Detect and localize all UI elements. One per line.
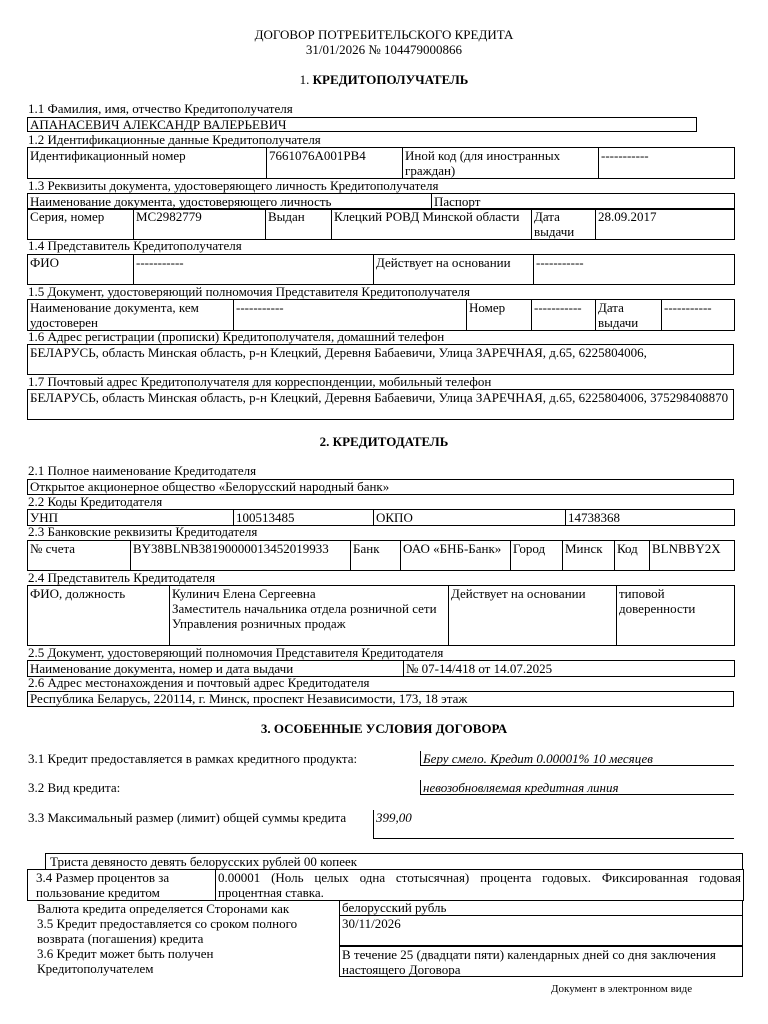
series-label: Серия, номер — [28, 209, 134, 240]
credit-limit: 399,00 — [373, 810, 734, 839]
series-value: MC2982779 — [134, 209, 266, 240]
id-number-label: Идентификационный номер — [28, 148, 267, 179]
label-3-2: 3.2 Вид кредита: — [28, 780, 121, 795]
label-1-2: 1.2 Идентификационные данные Кредитополучателя — [28, 132, 321, 147]
label-2-2: 2.2 Коды Кредитодателя — [28, 494, 163, 509]
identity-doc-name-value: Паспорт — [432, 194, 735, 210]
lender-rep-position: Заместитель начальника отдела розничной сети — [172, 601, 437, 616]
borrower-rep-auth-table — [27, 299, 735, 331]
issued-by-value: Клецкий РОВД Минской области — [332, 209, 532, 240]
borrower-fio: АПАНАСЕВИЧ АЛЕКСАНДР ВАЛЕРЬЕВИЧ — [27, 117, 697, 132]
account-value: BY38BLNB38190000013452019933 — [131, 541, 351, 571]
lender-rep-value — [170, 586, 449, 646]
auth-number-value: ----------- — [532, 300, 596, 331]
borrower-rep-basis-value: ----------- — [534, 255, 735, 285]
other-code-value: ----------- — [599, 148, 735, 179]
label-1-4: 1.4 Представитель Кредитополучателя — [28, 238, 242, 253]
credit-limit-words: Триста девяносто девять белорусских рублей 00 копеек — [45, 853, 743, 869]
currency-label: Валюта кредита определяется Сторонами как — [37, 901, 290, 916]
section-2-title: 2. КРЕДИТОДАТЕЛЬ — [319, 434, 449, 449]
section-1-number: 1. — [299, 72, 310, 87]
lender-rep-basis-label: Действует на основании — [449, 586, 617, 646]
interest-rate: 0.00001 (Ноль целых одна стотысячная) процента годовых. Фиксированная годовая процентная ставка. — [216, 870, 744, 901]
label-1-1: 1.1 Фамилия, имя, отчество Кредитополучателя — [28, 101, 293, 116]
label-2-4: 2.4 Представитель Кредитодателя — [28, 570, 216, 585]
section-1-title — [0, 72, 768, 87]
okpo-label: ОКПО — [374, 510, 566, 526]
document-title: ДОГОВОР ПОТРЕБИТЕЛЬСКОГО КРЕДИТА — [254, 27, 514, 42]
postal-address: БЕЛАРУСЬ, область Минская область, р-н Клецкий, Деревня Бабаевичи, Улица ЗАРЕЧНАЯ, д.65, 6225804006, 375298408870 — [27, 389, 734, 420]
lender-rep-basis-value: типовой доверенности — [617, 586, 735, 646]
bank-code-label: Код — [615, 541, 650, 571]
repayment-term: 30/11/2026 — [339, 916, 743, 946]
label-3-6: 3.6 Кредит может быть получен Кредитополучателем — [37, 946, 214, 976]
bank-code-value: BLNBBY2X — [650, 541, 735, 571]
auth-doc-value: ----------- — [234, 300, 467, 331]
registration-address: БЕЛАРУСЬ, область Минская область, р-н Клецкий, Деревня Бабаевичи, Улица ЗАРЕЧНАЯ, д.65, 6225804006, — [27, 344, 734, 375]
city-label: Город — [511, 541, 563, 571]
auth-date-value: ----------- — [662, 300, 735, 331]
label-2-6: 2.6 Адрес местонахождения и почтовый адрес Кредитодателя — [28, 675, 370, 690]
lender-auth-label: Наименование документа, номер и дата выдачи — [28, 661, 404, 677]
label-2-1: 2.1 Полное наименование Кредитодателя — [28, 463, 257, 478]
bank-value: ОАО «БНБ-Банк» — [401, 541, 511, 571]
lender-rep-department: Управления розничных продаж — [172, 616, 346, 631]
label-3-1: 3.1 Кредит предоставляется в рамках кредитного продукта: — [28, 751, 358, 766]
document-date-number: 31/01/2026 № 104479000866 — [305, 42, 463, 57]
unp-value: 100513485 — [234, 510, 374, 526]
identity-doc-details-table — [27, 208, 735, 240]
issued-by-label: Выдан — [266, 209, 332, 240]
auth-number-label: Номер — [467, 300, 532, 331]
id-number-value: 7661076A001PB4 — [267, 148, 403, 179]
other-code-label: Иной код (для иностранных граждан) — [403, 148, 599, 179]
issue-date-value: 28.09.2017 — [596, 209, 735, 240]
electronic-document-note: Документ в электронном виде — [551, 983, 693, 995]
lender-rep-label: ФИО, должность — [28, 586, 170, 646]
lender-full-name: Открытое акционерное общество «Белорусский народный банк» — [27, 479, 734, 495]
receipt-term: В течение 25 (двадцати пяти) календарных дней со дня заключения настоящего Договора — [339, 946, 743, 977]
borrower-rep-fio-label: ФИО — [28, 255, 134, 285]
lender-rep-name: Кулинич Елена Сергеевна — [172, 586, 316, 601]
label-1-5: 1.5 Документ, удостоверяющий полномочия Представителя Кредитополучателя — [28, 284, 470, 299]
section-1-heading: КРЕДИТОПОЛУЧАТЕЛЬ — [312, 72, 469, 87]
auth-doc-label: Наименование документа, кем удостоверен — [28, 300, 234, 331]
account-label: № счета — [28, 541, 131, 571]
borrower-rep-fio-value: ----------- — [134, 255, 374, 285]
borrower-rep-table — [27, 254, 735, 285]
label-1-7: 1.7 Почтовый адрес Кредитополучателя для корреспонденции, мобильный телефон — [28, 374, 492, 389]
okpo-value: 14738368 — [566, 510, 735, 526]
label-2-3: 2.3 Банковские реквизиты Кредитодателя — [28, 524, 258, 539]
issue-date-label: Дата выдачи — [532, 209, 596, 240]
bank-details-table — [27, 540, 735, 571]
unp-label: УНП — [28, 510, 234, 526]
credit-product: Беру смело. Кредит 0.00001% 10 месяцев — [420, 751, 734, 766]
city-value: Минск — [563, 541, 615, 571]
interest-rate-table — [27, 869, 744, 901]
label-3-5: 3.5 Кредит предоставляется со сроком полного возврата (погашения) кредита — [37, 916, 298, 946]
auth-date-label: Дата выдачи — [596, 300, 662, 331]
bank-label: Банк — [351, 541, 401, 571]
section-3-title: 3. ОСОБЕННЫЕ УСЛОВИЯ ДОГОВОРА — [260, 721, 508, 736]
borrower-id-table — [27, 147, 735, 179]
label-2-5: 2.5 Документ, удостоверяющий полномочия Представителя Кредитодателя — [28, 645, 444, 660]
currency-value: белорусский рубль — [339, 900, 743, 916]
label-1-6: 1.6 Адрес регистрации (прописки) Кредитополучателя, домашний телефон — [28, 329, 445, 344]
credit-type: невозобновляемая кредитная линия — [420, 780, 734, 795]
label-3-3: 3.3 Максимальный размер (лимит) общей суммы кредита — [28, 810, 347, 825]
identity-doc-name-label: Наименование документа, удостоверяющего личность — [28, 194, 432, 210]
lender-auth-value: № 07-14/418 от 14.07.2025 — [404, 661, 735, 677]
lender-address: Республика Беларусь, 220114, г. Минск, проспект Независимости, 173, 18 этаж — [27, 691, 734, 707]
lender-rep-table — [27, 585, 735, 646]
borrower-rep-basis-label: Действует на основании — [374, 255, 534, 285]
label-3-4: 3.4 Размер процентов за пользование кредитом — [28, 870, 216, 901]
label-1-3: 1.3 Реквизиты документа, удостоверяющего личность Кредитополучателя — [28, 178, 439, 193]
